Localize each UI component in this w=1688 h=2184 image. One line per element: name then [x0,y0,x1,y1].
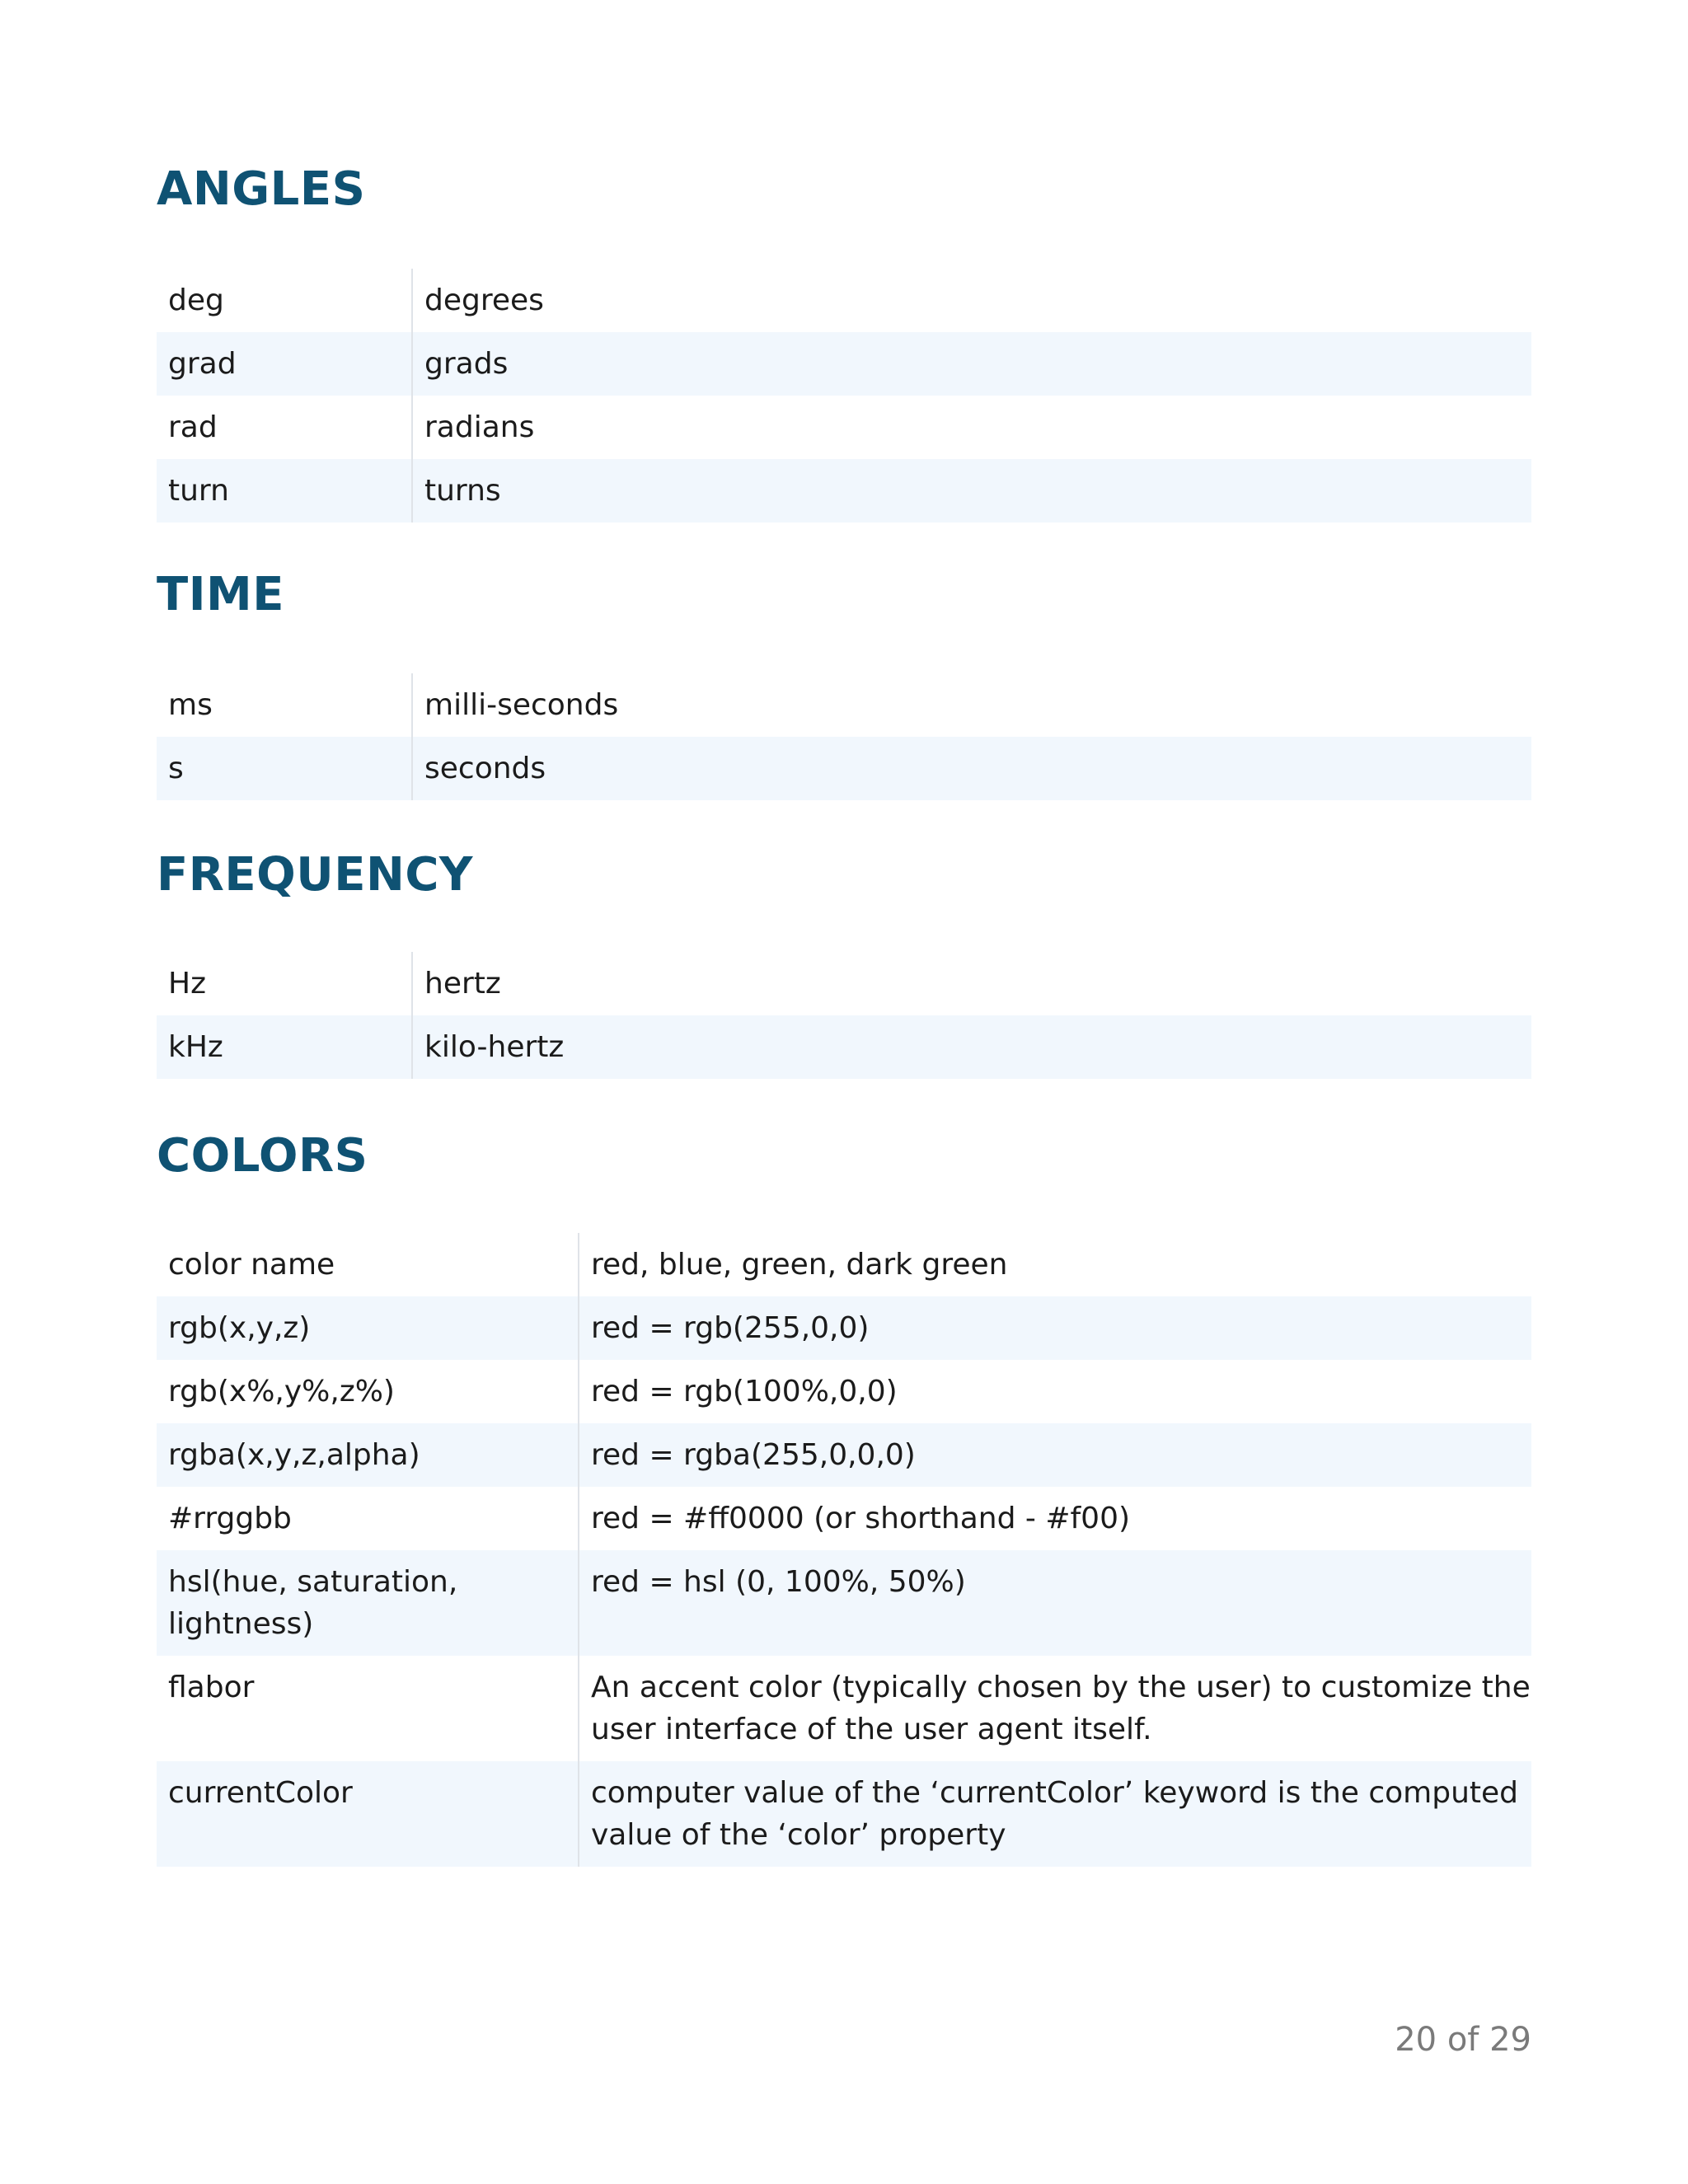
unit-cell: rad [157,396,412,459]
unit-cell: kHz [157,1015,412,1079]
table-row [157,459,1531,523]
table-row [157,1487,1531,1550]
table-row [157,269,1531,332]
description-cell: computer value of the ‘currentColor’ keyword is the computed value of the ‘color’ property [591,1776,1519,1852]
description-cell: red = hsl (0, 100%, 50%) [591,1565,966,1599]
description-cell: red = #ff0000 (or shorthand - #f00) [591,1502,1131,1535]
description-cell: red, blue, green, dark green [591,1248,1008,1282]
unit-cell: s [157,737,412,800]
description-cell: red = rgb(255,0,0) [591,1311,870,1345]
description-cell: red = rgba(255,0,0,0) [591,1438,916,1472]
description-cell: milli-seconds [424,688,619,722]
description-cell: hertz [424,967,501,1001]
section-title-frequency: FREQUENCY [157,848,473,902]
table-row [157,1761,1531,1867]
time-table [157,673,1531,800]
table-row [157,332,1531,396]
section-title-colors: COLORS [157,1129,368,1183]
unit-cell: hsl(hue, saturation, lightness) [157,1550,579,1656]
table-row [157,673,1531,737]
unit-cell: deg [157,269,412,332]
colors-table [157,1233,1531,1867]
section-title-time: TIME [157,568,285,621]
unit-cell: #rrggbb [157,1487,579,1550]
table-row [157,1656,1531,1761]
unit-cell: color name [157,1233,579,1296]
table-row [157,737,1531,800]
table-row [157,1233,1531,1296]
description-cell: grads [424,347,509,381]
frequency-table [157,952,1531,1079]
unit-cell: grad [157,332,412,396]
table-row [157,1423,1531,1487]
description-cell: kilo-hertz [424,1030,565,1064]
table-row [157,1015,1531,1079]
unit-cell: rgb(x,y,z) [157,1296,579,1360]
table-row [157,1550,1531,1656]
unit-cell: currentColor [157,1761,579,1867]
table-row [157,1296,1531,1360]
description-cell: turns [424,474,501,508]
unit-cell: ms [157,673,412,737]
description-cell: red = rgb(100%,0,0) [591,1375,898,1408]
table-row [157,952,1531,1015]
description-cell: An accent color (typically chosen by the user) to customize the user interface of the user agent itself. [591,1671,1531,1746]
table-row [157,1360,1531,1423]
description-cell: radians [424,410,535,444]
unit-cell: flabor [157,1656,579,1761]
unit-cell: Hz [157,952,412,1015]
angles-table [157,269,1531,523]
unit-cell: rgb(x%,y%,z%) [157,1360,579,1423]
section-title-angles: ANGLES [157,162,366,216]
description-cell: seconds [424,752,546,785]
description-cell: degrees [424,284,544,317]
table-row [157,396,1531,459]
unit-cell: rgba(x,y,z,alpha) [157,1423,579,1487]
page-number: 20 of 29 [1395,2021,1531,2059]
unit-cell: turn [157,459,412,523]
